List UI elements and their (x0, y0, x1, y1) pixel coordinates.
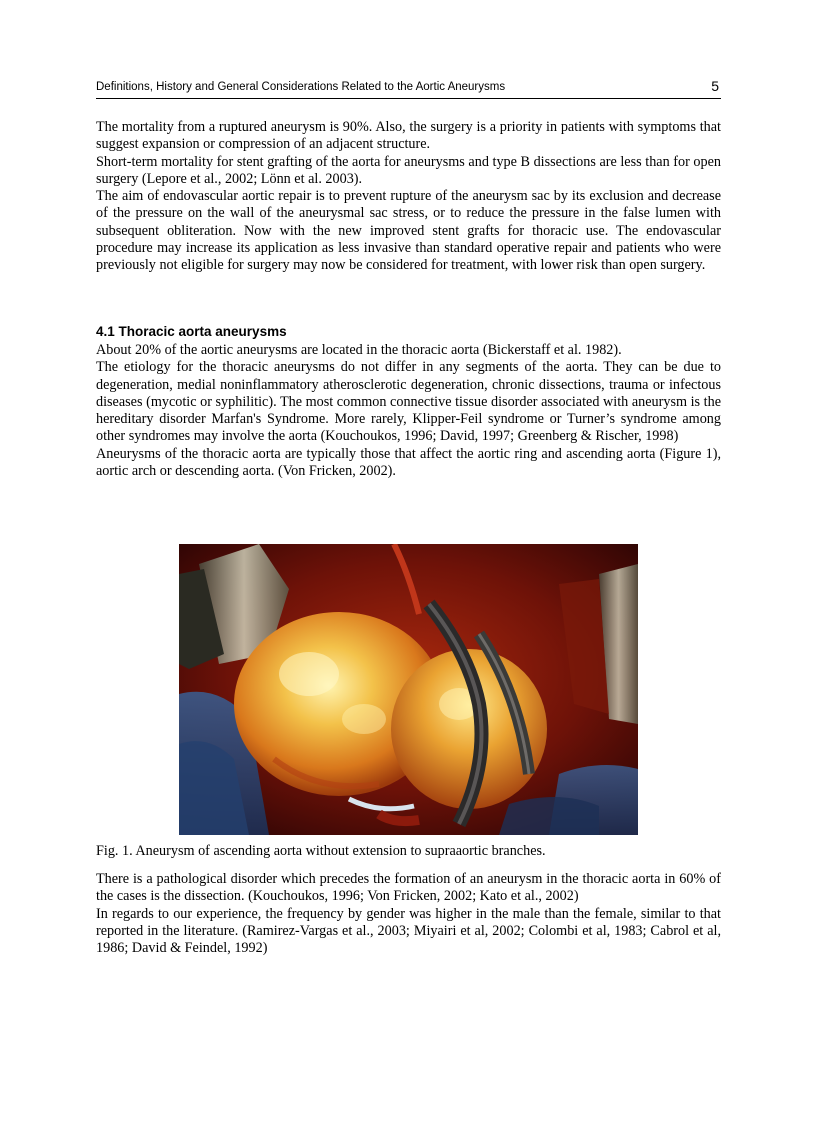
section-heading: 4.1 Thoracic aorta aneurysms (96, 324, 287, 339)
paragraph: Aneurysms of the thoracic aorta are typically those that affect the aortic ring and ascending aorta (Figure 1), aortic arch or descending aorta. (Von Fricken, 2002). (96, 445, 721, 480)
paragraph: There is a pathological disorder which precedes the formation of an aneurysm in the thoracic aorta in 60% of the cases is the dissection. (Kouchoukos, 1996; Von Fricken, 2002; Kato et al., 2002) (96, 871, 721, 905)
figure-caption: Fig. 1. Aneurysm of ascending aorta without extension to supraaortic branches. (96, 843, 546, 859)
aneurysm-photo-illustration (179, 544, 638, 835)
paragraph: In regards to our experience, the frequency by gender was higher in the male than the female, similar to that reported in the literature. (Ramirez-Vargas et al., 2003; Miyairi et al, 2002; Colombi et al, 1983; Cabrol et al, 1986; David & Feindel, 1992) (96, 905, 721, 957)
section-text (96, 342, 721, 480)
intro-text (96, 119, 721, 275)
page-number: 5 (711, 78, 719, 94)
running-header (96, 80, 721, 99)
paragraph: The aim of endovascular aortic repair is to prevent rupture of the aneurysm sac by its exclusion and decrease of the pressure on the wall of the aneurysmal sac stress, or to reduce the pressure in the false lumen with subsequent obliteration. Now with the new improved stent grafts for thoracic use. The endovascular procedure may increase its application as less invasive than standard operative repair and patients who were previously not eligible for surgery may now be considered for treatment, with lower risk than open surgery. (96, 188, 721, 274)
paragraph: About 20% of the aortic aneurysms are located in the thoracic aorta (Bickerstaff et al. 1982). (96, 342, 622, 358)
paragraph: The etiology for the thoracic aneurysms do not differ in any segments of the aorta. They can be due to degeneration, medial noninflammatory atherosclerotic degeneration, chronic dissections, trauma or infectous diseases (mycotic or syphilitic). The most common connective tissue disorder associated with aneurysm is the hereditary disorder Marfan's Syndrome. More rarely, Klipper-Feil syndrome or Turner’s syndrome among other syndromes may involve the aorta (Kouchoukos, 1996; David, 1997; Greenberg & Rischer, 1998) (96, 359, 721, 445)
paragraph: The mortality from a ruptured aneurysm is 90%. Also, the surgery is a priority in patients with symptoms that suggest expansion or compression of an adjacent structure. (96, 119, 721, 153)
running-header-title: Definitions, History and General Considerations Related to the Aortic Aneurysms (96, 81, 506, 93)
after-figure-text (96, 871, 721, 957)
paragraph: Short-term mortality for stent grafting of the aorta for aneurysms and type B dissections are less than for open surgery (Lepore et al., 2002; Lönn et al. 2003). (96, 153, 721, 187)
surgical-photo-figure (179, 544, 638, 835)
